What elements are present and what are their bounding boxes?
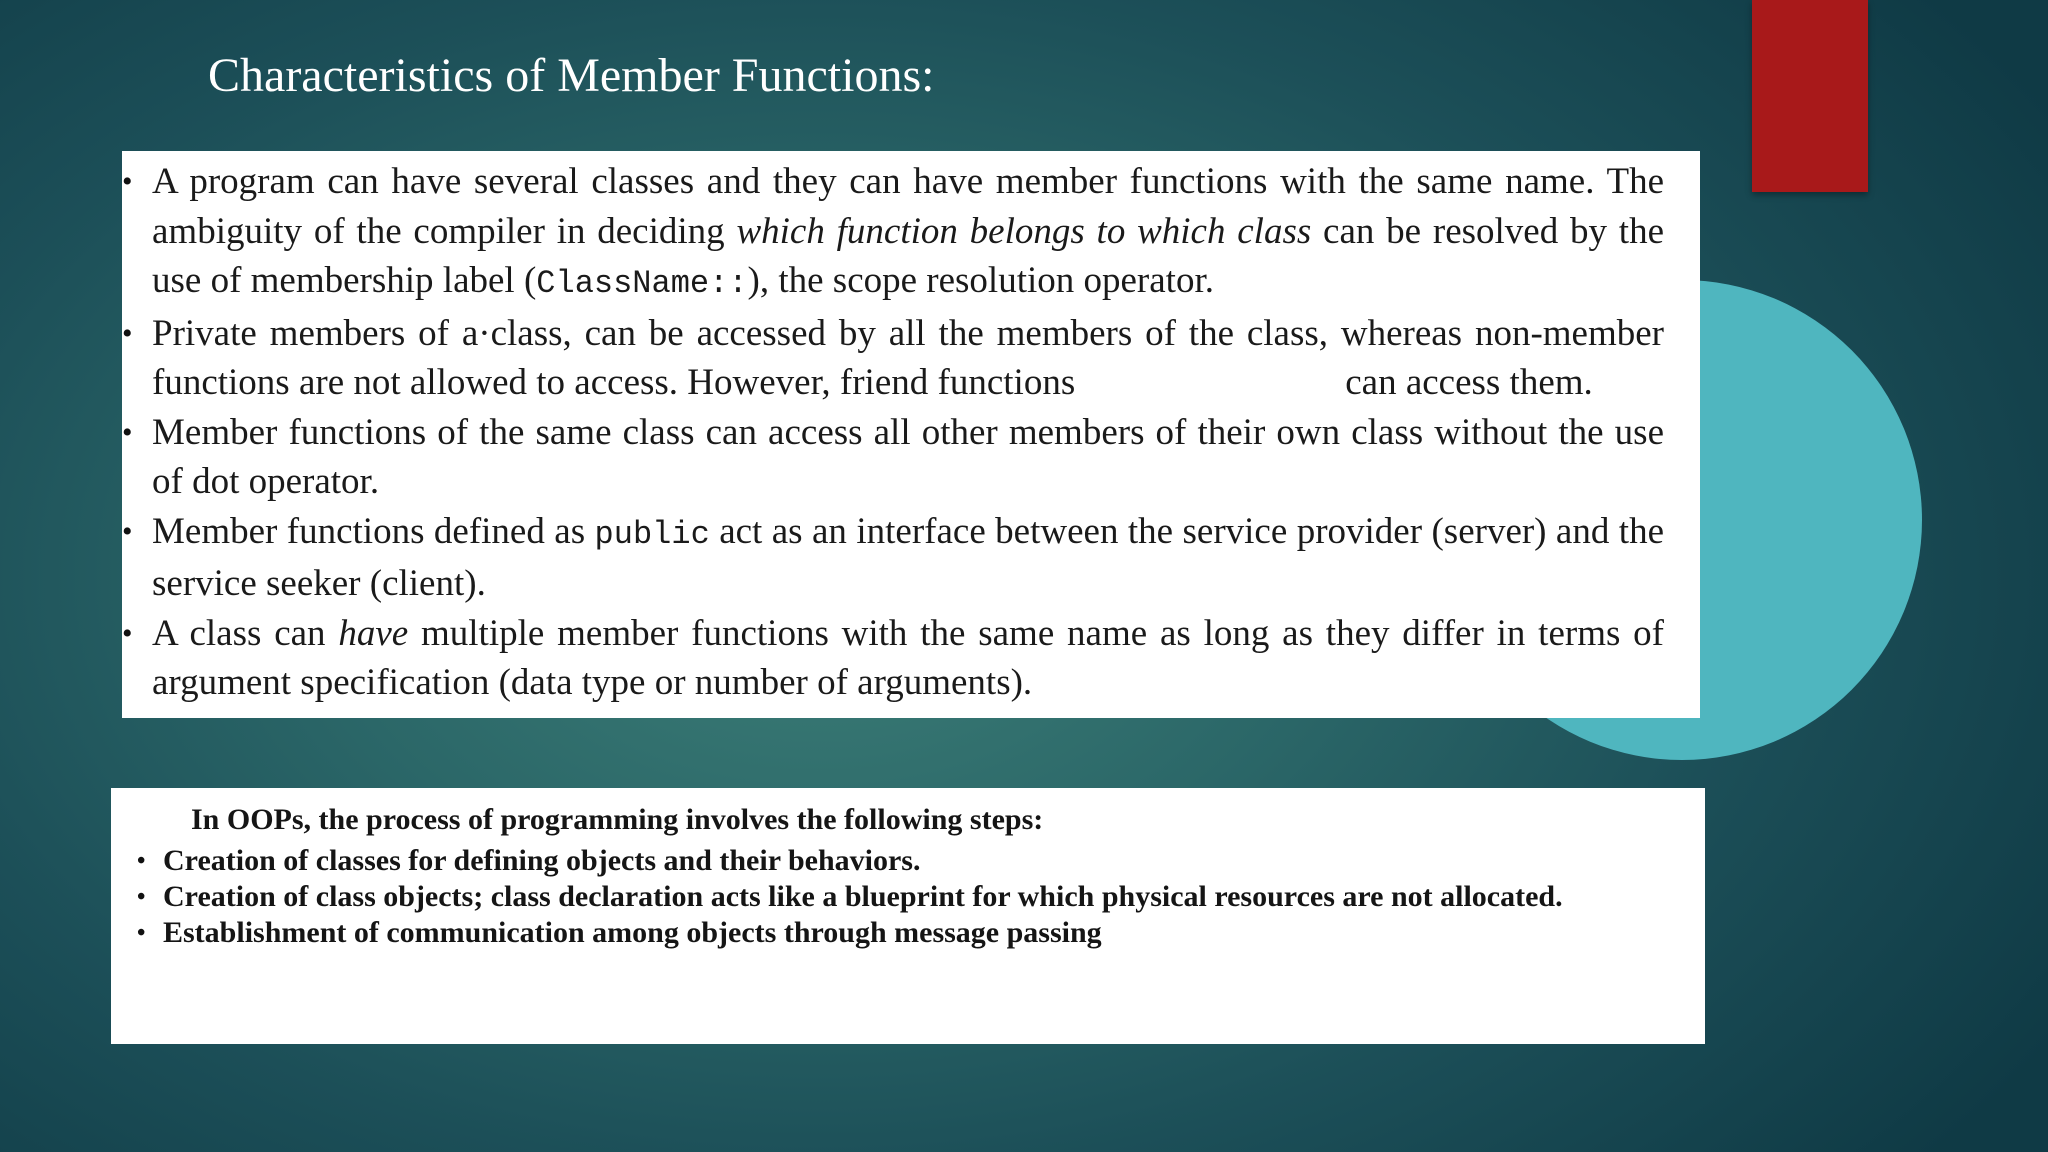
- item-italic-text: have: [338, 612, 409, 654]
- list-item: [122, 309, 1664, 408]
- member-functions-text-box: [122, 151, 1700, 718]
- red-accent-bar: [1752, 0, 1868, 192]
- steps-list: [137, 843, 1675, 951]
- item-text: Creation of class objects; class declaration acts like a blueprint for which physical resources are not allocated.: [163, 880, 1563, 913]
- code-text: ClassName::: [536, 265, 748, 302]
- item-text: Member functions of the same class can access all other members of their own class without the use of dot operator.: [152, 411, 1664, 502]
- bullet-icon: •: [137, 884, 146, 910]
- item-text: Private members of a·class, can be accessed by all the members of the class, whereas non-member functions are not allowed to access. However, friend functions: [152, 312, 1664, 403]
- list-item: [122, 157, 1664, 309]
- steps-intro: In OOPs, the process of programming involves the following steps:: [191, 803, 1044, 836]
- bullet-icon: •: [137, 920, 146, 946]
- item-text: Creation of classes for defining objects and their behaviors.: [163, 844, 921, 877]
- list-item: [137, 843, 1675, 879]
- item-text: multiple member functions with the same name as long as they differ in terms of argument specification (data type or number of arguments).: [152, 612, 1664, 703]
- item-text: ), the scope resolution operator.: [747, 260, 1214, 301]
- item-text: A class can: [152, 612, 339, 654]
- code-text: public: [594, 515, 710, 553]
- bullet-icon: •: [122, 415, 133, 449]
- item-text: A program can have several classes and they can have member functions with the same name. The ambiguity of the compiler in deciding: [152, 161, 1664, 252]
- list-item: [137, 915, 1675, 951]
- list-item: [122, 408, 1664, 507]
- list-item: [137, 879, 1675, 915]
- item-text: can be resolved by the use of membership label (: [152, 210, 1664, 301]
- bullet-icon: •: [122, 165, 133, 198]
- list-item: [122, 507, 1664, 609]
- bullet-icon: •: [122, 616, 133, 650]
- slide-title: Characteristics of Member Functions:: [208, 49, 935, 102]
- item-text: can access them.: [1345, 362, 1593, 403]
- list-item: [122, 609, 1664, 708]
- bullet-icon: •: [122, 514, 133, 548]
- item-text: Member functions defined as: [152, 510, 595, 552]
- bullet-icon: •: [137, 848, 146, 874]
- item-italic-text: which function belongs to which class: [736, 210, 1312, 252]
- oop-steps-text-box: [111, 788, 1705, 1044]
- item-text: Establishment of communication among objects through message passing: [163, 916, 1102, 949]
- characteristics-list: [122, 157, 1664, 708]
- bullet-icon: •: [122, 316, 133, 350]
- item-text: act as an interface between the service provider (server) and the service seeker (client).: [152, 510, 1664, 604]
